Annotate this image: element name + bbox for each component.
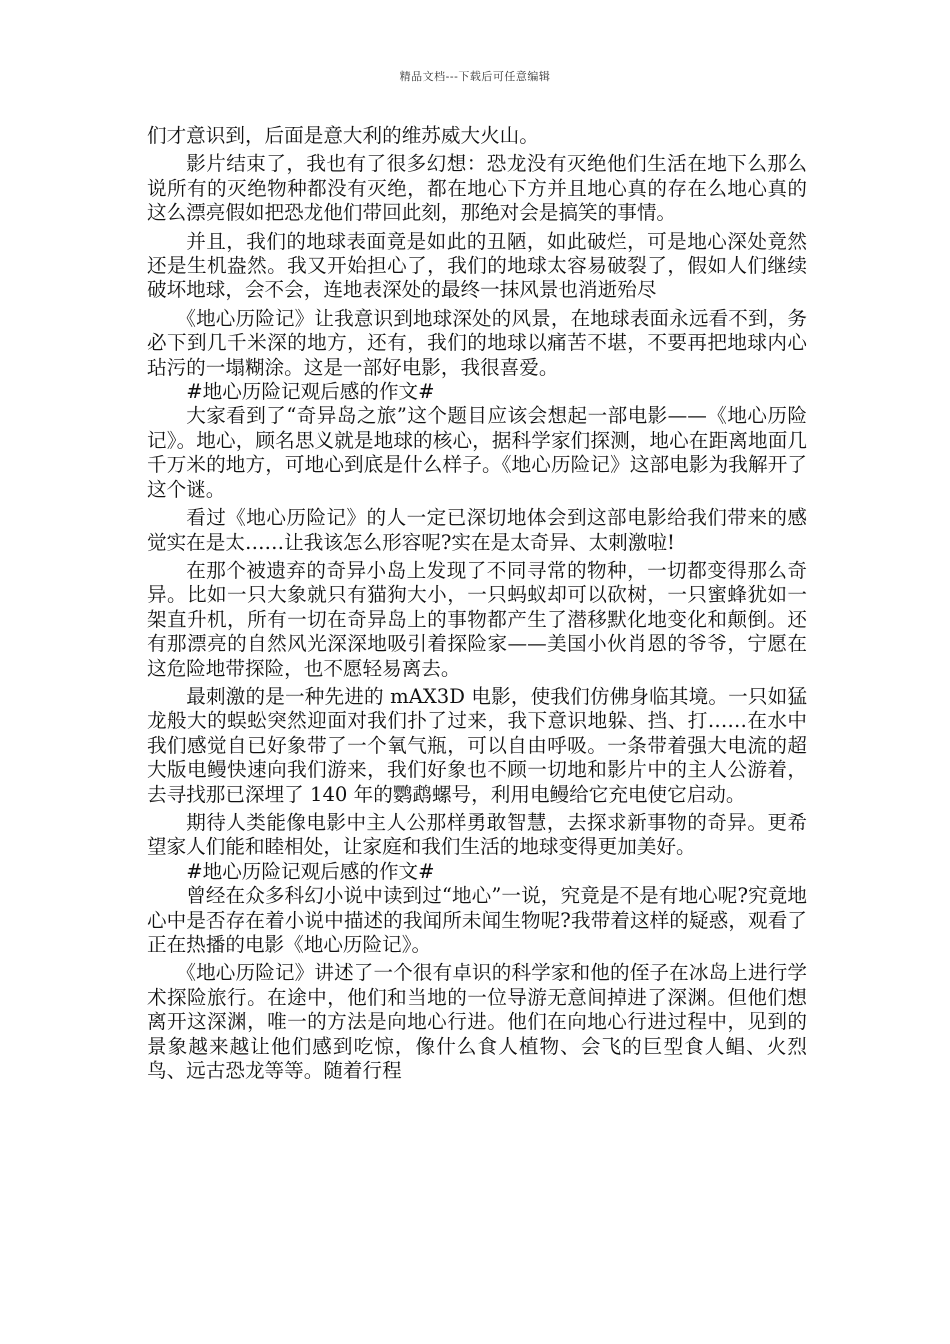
paragraph: 并且，我们的地球表面竟是如此的丑陋，如此破烂，可是地心深处竟然还是生机盎然。我又开始担心了，我们的地球太容易破裂了，假如人们继续破坏地球，会不会，连地表深处的最终一抹风景也消逝殆尽: [147, 229, 807, 302]
paragraph: 曾经在众多科幻小说中读到过“地心”一说，究竟是不是有地心呢?究竟地心中是否存在着小说中描述的我闻所未闻生物呢?我带着这样的疑惑，观看了正在热播的电影《地心历险记》。: [147, 884, 807, 956]
paragraph: 《地心历险记》让我意识到地球深处的风景，在地球表面永远看不到，务必下到几千米深的地方，还有，我们的地球以痛苦不堪，不要再把地球内心玷污的一塌糊涂。这是一部好电影，我很喜爱。: [147, 306, 807, 379]
section-heading: #地心历险记观后感的作文#: [186, 859, 435, 883]
document-body: [147, 124, 807, 1083]
paragraph: 影片结束了，我也有了很多幻想：恐龙没有灭绝他们生活在地下么那么说所有的灭绝物种都没有灭绝，都在地心下方并且地心真的存在么地心真的这么漂亮假如把恐龙他们带回此刻，那绝对会是搞笑的事情。: [147, 152, 807, 225]
paragraph: 期待人类能像电影中主人公那样勇敢智慧，去探求新事物的奇异。更希望家人们能和睦相处，让家庭和我们生活的地球变得更加美好。: [147, 810, 807, 859]
paragraph-continuation: 们才意识到，后面是意大利的维苏威大火山。: [147, 124, 539, 147]
paragraph: 最刺激的是一种先进的 mAX3D 电影，使我们仿佛身临其境。一只如猛龙般大的蜈蚣突然迎面对我们扑了过来，我下意识地躲、挡、打……在水中我们感觉自已好象带了一个氧气瓶，可以自由呼吸。一条带着强大电流的超大版电鳗快速向我们游来，我们好象也不顾一切地和影片中的主人公游着，去寻找那已深埋了 140 年的鹦鹉螺号，利用电鳗给它充电使它启动。: [147, 684, 807, 806]
section-heading: #地心历险记观后感的作文#: [186, 380, 435, 404]
paragraph: 大家看到了“奇异岛之旅”这个题目应该会想起一部电影——《地心历险记》。地心，顾名思义就是地球的核心，据科学家们探测，地心在距离地面几千万米的地方，可地心到底是什么样子。《地心历险记》这部电影为我解开了这个谜。: [147, 404, 807, 501]
page-header: 精品文档---下载后可任意编辑: [399, 70, 551, 83]
paragraph: 看过《地心历险记》的人一定已深切地体会到这部电影给我们带来的感觉实在是太……让我该怎么形容呢?实在是太奇异、太刺激啦!: [147, 506, 807, 554]
paragraph: 在那个被遗弃的奇异小岛上发现了不同寻常的物种，一切都变得那么奇异。比如一只大象就只有猫狗大小，一只蚂蚁却可以砍树，一只蜜蜂犹如一架直升机，所有一切在奇异岛上的事物都产生了潜移默化地变化和颠倒。还有那漂亮的自然风光深深地吸引着探险家——美国小伙肖恩的爷爷，宁愿在这危险地带探险，也不愿轻易离去。: [147, 558, 807, 680]
paragraph: 《地心历险记》讲述了一个很有卓识的科学家和他的侄子在冰岛上进行学术探险旅行。在途中，他们和当地的一位导游无意间掉进了深渊。但他们想离开这深渊，唯一的方法是向地心行进。他们在向地心行进过程中，见到的景象越来越让他们感到吃惊，像什么食人植物、会飞的巨型食人鲳、火烈鸟、远古恐龙等等。随着行程: [147, 961, 807, 1083]
